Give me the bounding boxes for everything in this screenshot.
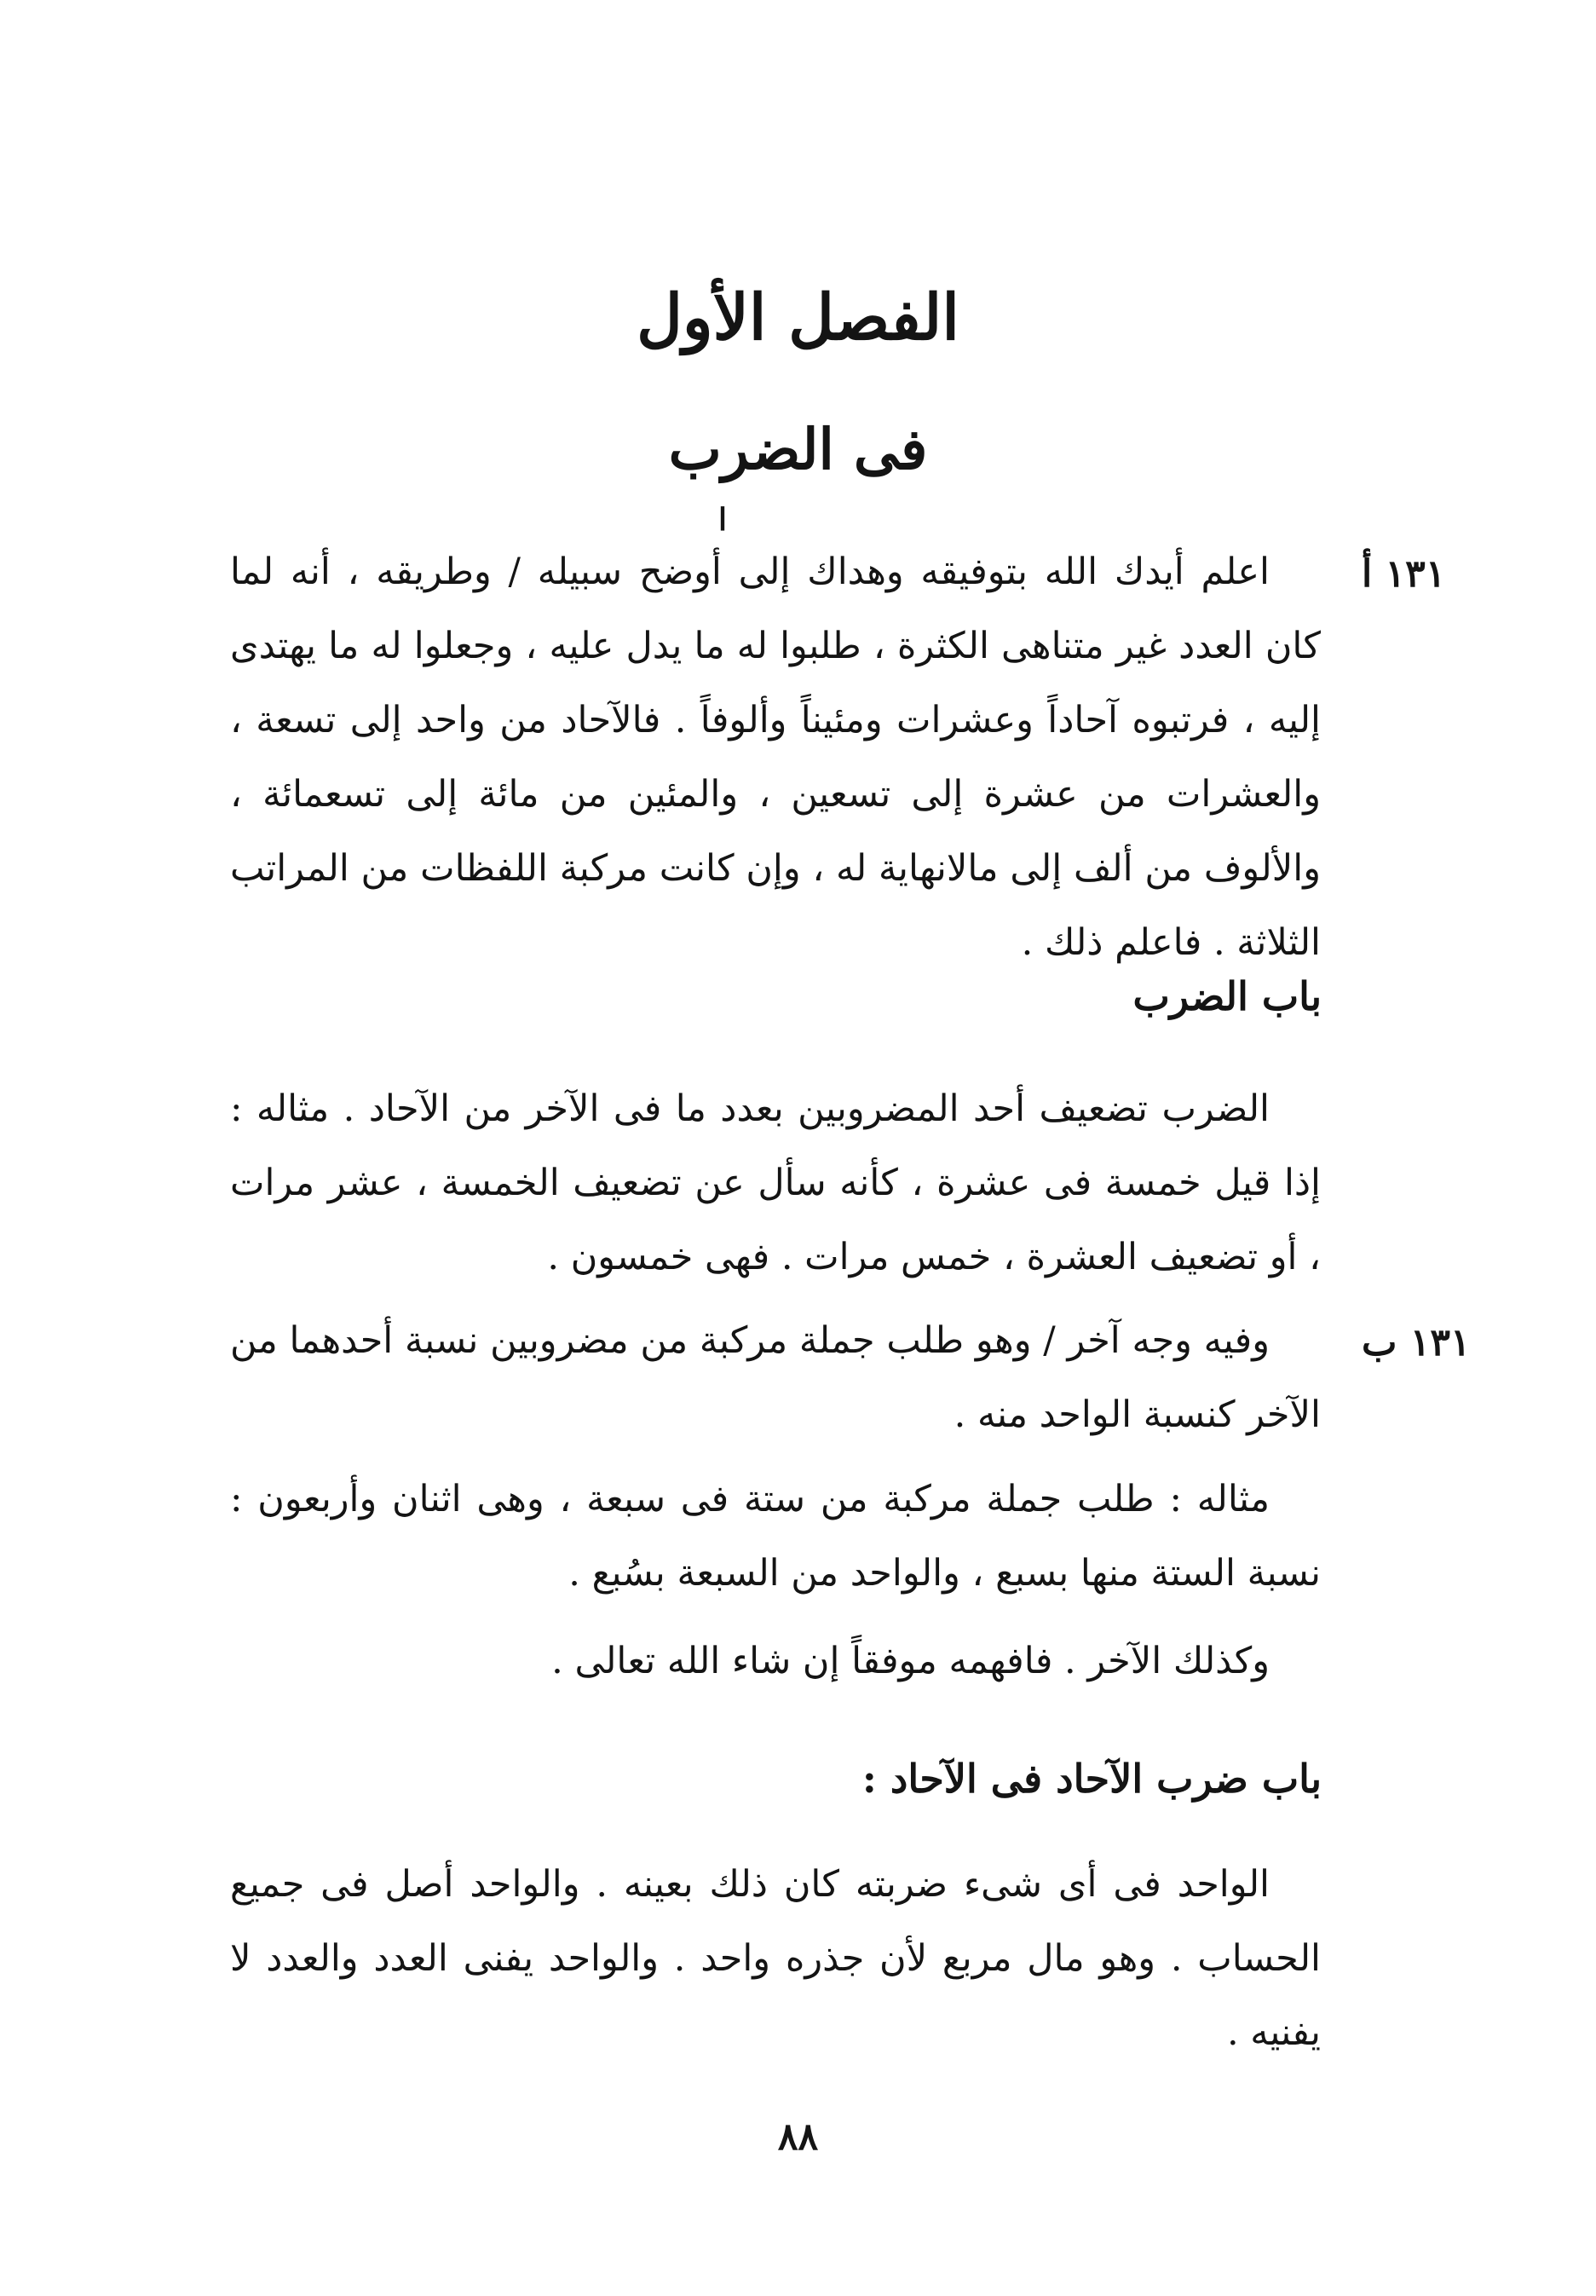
paragraph-unity: الواحد فى أى شىء ضربته كان ذلك بعينه . والواحد أصل فى جميع الحساب . وهو مال مربع لأن جذره واحد . والواحد يفنى العدد والعدد لا يفنيه . — [230, 1863, 1321, 2054]
paragraph-intro: اعلم أيدك الله بتوفيقه وهداك إلى أوضح سبيله / وطريقه ، أنه لما كان العدد غير متناهى الكثرة ، طلبوا له ما يدل عليه ، وجعلوا له ما يهتدى إليه ، فرتبوه آحاداً وعشرات ومئيناً وألوفاً . فالآحاد من واحد إلى تسعة ، والعشرات من عشرة إلى تسعين ، والمئين من مائة إلى تسعمائة ، والألوف من ألف إلى مالانهاية له ، وإن كانت مركبة اللفظات من المراتب الثلاثة . فاعلم ذلك . — [230, 551, 1321, 964]
folio-marker-above: ا — [718, 502, 728, 538]
paragraph-definition: الضرب تضعيف أحد المضروبين بعدد ما فى الآخر من الآحاد . مثاله : إذا قيل خمسة فى عشرة ، كأنه سأل عن تضعيف الخمسة ، عشر مرات ، أو تضعيف العشرة ، خمس مرات . فهى خمسون . — [230, 1087, 1321, 1278]
page-number: ٨٨ — [777, 2115, 819, 2159]
section-title: فى الضرب — [668, 416, 928, 482]
paragraph-closing: وكذلك الآخر . فافهمه موفقاً إن شاء الله تعالى . — [551, 1640, 1270, 1682]
folio-marker-131b: ١٣١ ب — [1362, 1321, 1471, 1364]
folio-marker-131a: ١٣١ أ — [1362, 552, 1446, 596]
paragraph-another-way: وفيه وجه آخر / وهو طلب جملة مركبة من مضروبين نسبة أحدهما من الآخر كنسبة الواحد منه . — [230, 1319, 1321, 1436]
chapter-title: الفصل الأول — [637, 281, 959, 355]
heading-bab-al-darb: باب الضرب — [1132, 973, 1322, 1019]
paragraph-example: مثاله : طلب جملة مركبة من ستة فى سبعة ، وهى اثنان وأربعون : نسبة الستة منها بسبع ، والواحد من السبعة بسُبع . — [230, 1478, 1321, 1595]
heading-bab-darb-al-ahad: باب ضرب الآحاد فى الآحاد : — [861, 1756, 1322, 1802]
